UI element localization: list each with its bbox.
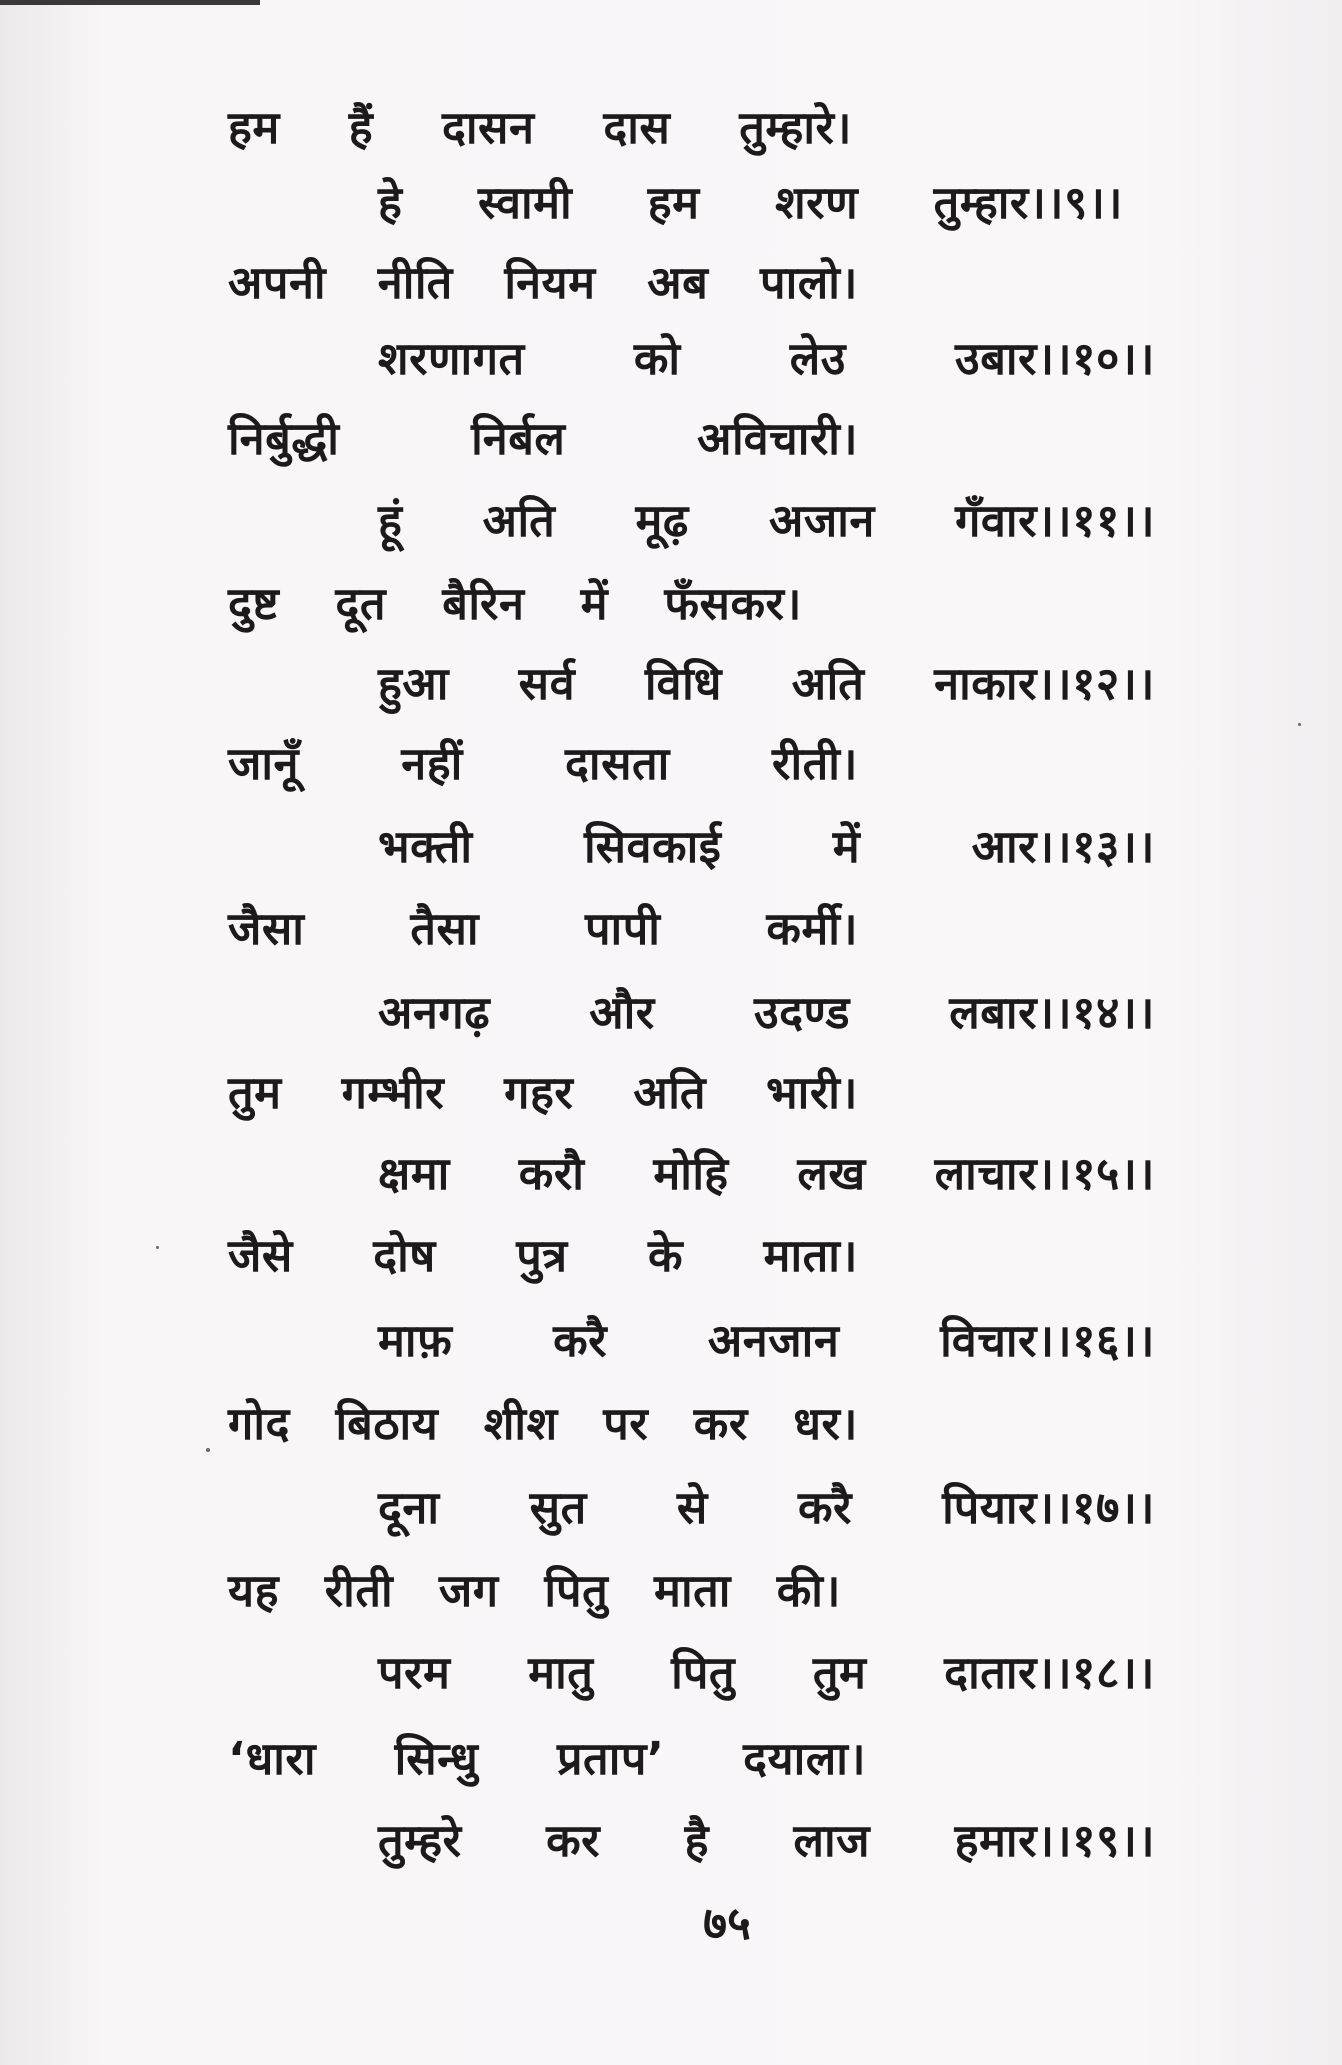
word: अति	[791, 657, 865, 710]
word: तुम्हार।।९।।	[933, 176, 1123, 229]
word: अनगढ़	[378, 986, 491, 1039]
word: हे	[378, 176, 403, 229]
poem-line-20	[378, 1637, 1155, 1709]
word: दासन	[442, 101, 535, 154]
word: की।	[776, 1564, 841, 1617]
word: विधि	[644, 657, 722, 710]
poem-line-21	[228, 1723, 866, 1795]
print-speck	[1298, 723, 1301, 726]
word: अति	[482, 494, 556, 547]
word: पर	[603, 1397, 649, 1450]
word: मोहि	[653, 1147, 729, 1200]
word: माता।	[763, 1229, 858, 1282]
poem-line-2	[378, 167, 1123, 239]
word: के	[648, 1229, 684, 1282]
word: भक्ती	[378, 820, 473, 873]
page-number: ७५	[703, 1896, 751, 1950]
word: पापी	[584, 902, 661, 955]
poem-line-11	[228, 893, 858, 965]
word: मूढ़	[635, 494, 689, 547]
word: लाज	[793, 1814, 871, 1867]
word: जैसे	[228, 1229, 293, 1282]
word: कर्मी।	[766, 902, 858, 955]
word: सिन्धु	[394, 1732, 479, 1785]
word: नहीं	[401, 737, 463, 790]
poem-line-18	[378, 1472, 1155, 1544]
word: गहर	[504, 1066, 574, 1119]
word: अपनी	[228, 256, 327, 309]
word: पालो।	[760, 256, 858, 309]
word: करै	[553, 1314, 608, 1367]
word: पुत्र	[516, 1229, 568, 1282]
word: उदण्ड	[753, 986, 850, 1039]
poem-line-5	[228, 403, 858, 475]
word: लेउ	[789, 332, 846, 385]
print-speck	[206, 1448, 210, 1452]
word: दूना	[378, 1481, 440, 1534]
word: है	[684, 1814, 709, 1867]
word: में	[832, 820, 861, 873]
word: पितु	[544, 1564, 609, 1617]
word: नाकार।।१२।।	[934, 657, 1155, 710]
word: दयाला।	[743, 1732, 866, 1785]
poem-line-7	[228, 568, 802, 640]
word: को	[633, 332, 681, 385]
word: हमार।।१९।।	[954, 1814, 1155, 1867]
word: करौ	[518, 1147, 585, 1200]
poem-line-16	[378, 1305, 1155, 1377]
word: अविचारी।	[697, 412, 858, 465]
word: माफ़	[378, 1314, 453, 1367]
word: दातार।।१८।।	[944, 1646, 1155, 1699]
word: नियम	[504, 256, 596, 309]
word: विचार।।१६।।	[940, 1314, 1155, 1367]
word: दास	[603, 101, 671, 154]
word: जानूँ	[228, 737, 300, 790]
word: अब	[647, 256, 709, 309]
word: रीती	[324, 1564, 394, 1617]
word: सुत	[529, 1481, 587, 1534]
word: तुम्हरे	[378, 1814, 462, 1867]
word: धर।	[793, 1397, 858, 1450]
word: पियार।।१७।।	[942, 1481, 1155, 1534]
word: निर्बुद्धी	[228, 412, 340, 465]
word: दूत	[335, 577, 386, 630]
word: अजान	[768, 494, 875, 547]
poem-line-22	[378, 1805, 1155, 1877]
poem-line-19	[228, 1555, 841, 1627]
page-top-edge	[0, 0, 260, 5]
word: ‘धारा	[228, 1732, 316, 1785]
word: लख	[797, 1147, 866, 1200]
print-speck	[156, 1246, 159, 1249]
word: गोद	[228, 1397, 290, 1450]
word: गम्भीर	[341, 1066, 445, 1119]
word: हुआ	[378, 657, 449, 710]
word: दासता	[565, 737, 670, 790]
poem-line-17	[228, 1388, 858, 1460]
word: तैसा	[410, 902, 480, 955]
word: बिठाय	[335, 1397, 439, 1450]
word: परम	[378, 1646, 451, 1699]
word: से	[676, 1481, 708, 1534]
poem-line-1	[228, 92, 852, 164]
word: क्षमा	[378, 1147, 450, 1200]
word: भारी।	[766, 1066, 858, 1119]
word: करै	[797, 1481, 852, 1534]
poem-line-13	[228, 1057, 858, 1129]
word: सिवकाई	[583, 820, 722, 873]
word: हैं	[348, 101, 374, 154]
word: प्रताप’	[556, 1732, 665, 1785]
word: कर	[693, 1397, 748, 1450]
poem-line-14	[378, 1138, 1155, 1210]
poem-line-9	[228, 728, 858, 800]
word: दोष	[373, 1229, 436, 1282]
word: गँवार।।११।।	[955, 494, 1155, 547]
word: सर्व	[518, 657, 576, 710]
word: फँसकर।	[664, 577, 802, 630]
word: अनजान	[707, 1314, 840, 1367]
word: माता	[654, 1564, 731, 1617]
word: हूं	[378, 494, 403, 547]
poem-line-12	[378, 977, 1155, 1049]
word: तुम्हारे।	[739, 101, 852, 154]
word: निर्बल	[471, 412, 566, 465]
word: हम	[228, 101, 280, 154]
word: यह	[228, 1564, 279, 1617]
word: आर।।१३।।	[971, 820, 1155, 873]
word: मातु	[528, 1646, 594, 1699]
word: और	[589, 986, 655, 1039]
word: शरण	[775, 176, 859, 229]
word: लबार।।१४।।	[949, 986, 1155, 1039]
word: अति	[633, 1066, 707, 1119]
word: हम	[647, 176, 700, 229]
word: तुम	[228, 1066, 282, 1119]
word: शीश	[483, 1397, 558, 1450]
word: रीती।	[772, 737, 858, 790]
poem-line-3	[228, 247, 858, 319]
word: में	[580, 577, 609, 630]
poem-line-6	[378, 485, 1155, 557]
poem-line-15	[228, 1220, 858, 1292]
word: शरणागत	[378, 332, 525, 385]
word: दुष्ट	[228, 577, 280, 630]
word: जग	[438, 1564, 499, 1617]
poem-line-10	[378, 811, 1155, 883]
word: लाचार।।१५।।	[934, 1147, 1155, 1200]
word: कर	[546, 1814, 601, 1867]
poem-line-4	[378, 323, 1155, 395]
word: जैसा	[228, 902, 305, 955]
word: नीति	[377, 256, 453, 309]
poem-line-8	[378, 648, 1155, 720]
word: तुम	[812, 1646, 867, 1699]
word: पितु	[671, 1646, 736, 1699]
word: उबार।।१०।।	[955, 332, 1155, 385]
word: बैरिन	[442, 577, 525, 630]
word: स्वामी	[477, 176, 573, 229]
